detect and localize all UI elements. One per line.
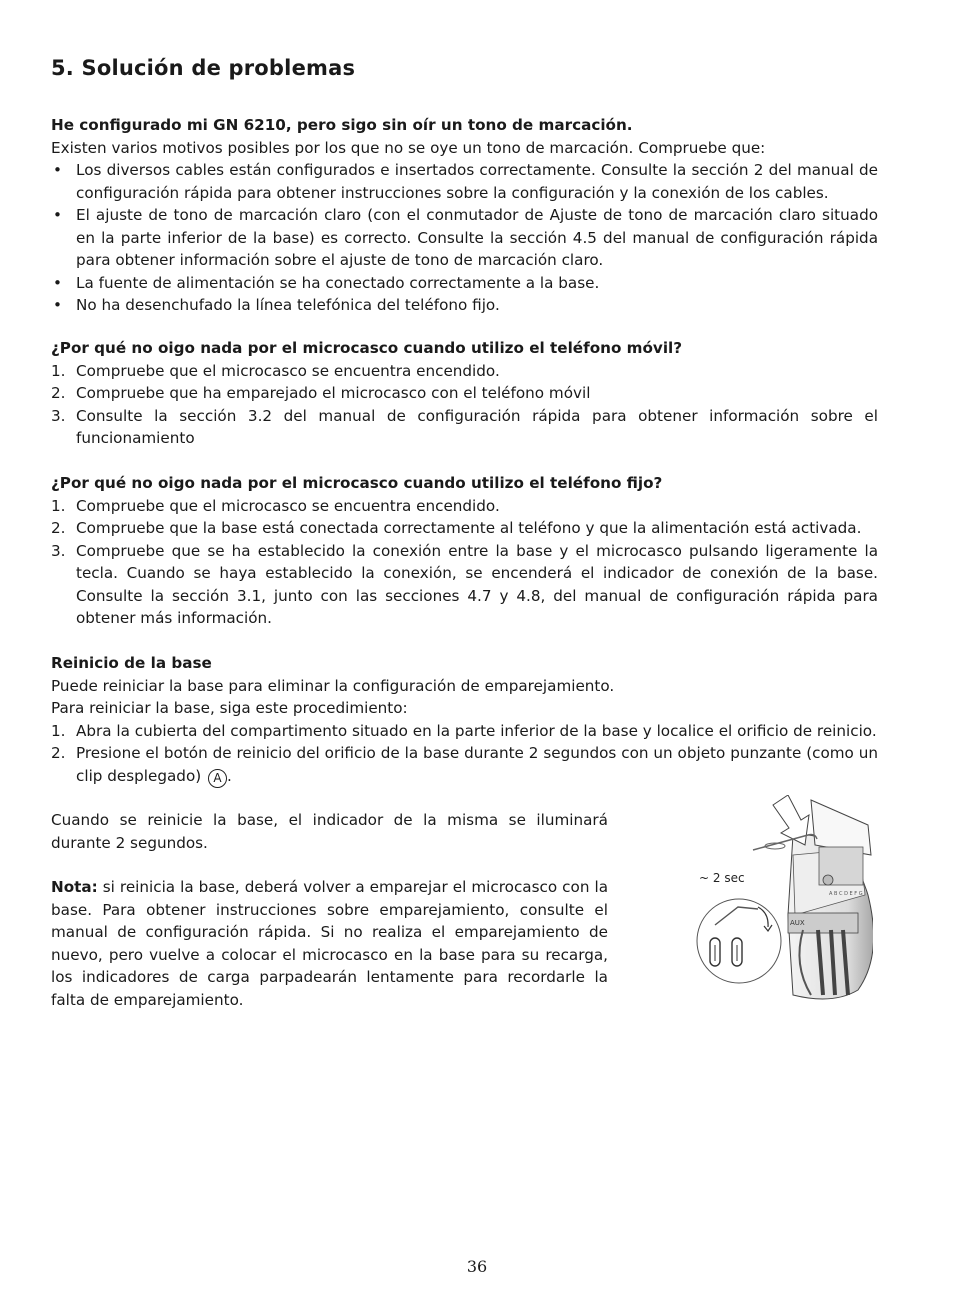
question-heading: ¿Por qué no oigo nada por el microcasco cuando utilizo el teléfono móvil? — [51, 339, 683, 357]
numbered-list — [51, 720, 878, 788]
section-dial-tone — [51, 114, 878, 317]
list-item: 1. Compruebe que el microcasco se encuentra encendido. — [51, 361, 500, 380]
switch-letters: A B C D E F G — [829, 891, 863, 897]
question-heading: ¿Por qué no oigo nada por el microcasco cuando utilizo el teléfono fijo? — [51, 474, 663, 492]
aux-label: AUX — [790, 919, 805, 927]
callout-marker-a: A — [208, 769, 227, 788]
list-item: 3. Compruebe que se ha establecido la conexión entre la base y el microcasco pulsando ligeramente la tecla. Cuando se haya establecido la conexión, se encenderá el indicador de conexión de la base. Consulte la sección 3.1, junto con las secciones 4.7 y 4.8, del manual de configuración rápida para obtener más información. — [51, 541, 878, 627]
list-item: • El ajuste de tono de marcación claro (con el conmutador de Ajuste de tono de marcación claro situado en la parte inferior de la base) es correcto. Consulte la sección 4.5 del manual de configuración rápida para obtener información sobre el ajuste de tono de marcación claro. — [51, 204, 878, 272]
intro-text: Existen varios motivos posibles por los que no se oye un tono de marcación. Compruebe que: — [51, 138, 766, 157]
list-item: • No ha desenchufado la línea telefónica del teléfono fijo. — [51, 294, 878, 317]
numbered-list — [51, 360, 878, 450]
list-item: 2. Presione el botón de reinicio del orificio de la base durante 2 segundos con un objeto punzante (como un clip desplegado) A . — [51, 742, 878, 788]
section-heading: Reinicio de la base — [51, 654, 212, 672]
list-item: 2. Compruebe que ha emparejado el microcasco con el teléfono móvil — [51, 384, 591, 402]
note-paragraph — [51, 876, 608, 1011]
list-item: 3. Consulte la sección 3.2 del manual de configuración rápida para obtener información sobre el funcionamiento — [51, 406, 878, 447]
duration-label: ~ 2 sec — [699, 871, 745, 885]
bullet-list — [51, 159, 878, 317]
note-label: Nota: — [51, 878, 98, 896]
list-item: 2. Compruebe que la base está conectada correctamente al teléfono y que la alimentación está activada. — [51, 519, 862, 537]
base-reset-illustration — [643, 795, 873, 1005]
section-reset — [51, 652, 878, 788]
base-reset-drawing — [643, 795, 873, 1005]
page-title: 5. Solución de problemas — [51, 56, 356, 80]
page-number: 36 — [466, 1257, 488, 1276]
note-text: si reinicia la base, deberá volver a emparejar el microcasco con la base. Para obtener instrucciones sobre emparejamiento, consulte el manual de configuración rápida. Si no realiza el emparejamiento de nuevo, pero vuelve a colocar el microcasco en la base para su recarga, los indicadores de carga parpadearán lentamente para recordarle la falta de emparejamiento. — [51, 878, 608, 1009]
list-item: • Los diversos cables están configurados e insertados correctamente. Consulte la sección 2 del manual de configuración rápida para obtener instrucciones sobre la configuración y la conexión de los cables. — [51, 159, 878, 204]
list-item: • La fuente de alimentación se ha conectado correctamente a la base. — [51, 272, 878, 295]
list-item: 1. Abra la cubierta del compartimento situado en la parte inferior de la base y localice el orificio de reinicio. — [51, 721, 877, 740]
body-text: Puede reiniciar la base para eliminar la configuración de emparejamiento. — [51, 676, 615, 695]
section-mobile — [51, 337, 878, 450]
body-text: Para reiniciar la base, siga este procedimiento: — [51, 699, 408, 717]
numbered-list — [51, 495, 878, 630]
reset-result-text: Cuando se reinicie la base, el indicador de la misma se iluminará durante 2 segundos. — [51, 811, 608, 852]
list-item: 1. Compruebe que el microcasco se encuentra encendido. — [51, 496, 500, 515]
question-heading: He configurado mi GN 6210, pero sigo sin oír un tono de marcación. — [51, 116, 633, 134]
section-landline — [51, 472, 878, 630]
